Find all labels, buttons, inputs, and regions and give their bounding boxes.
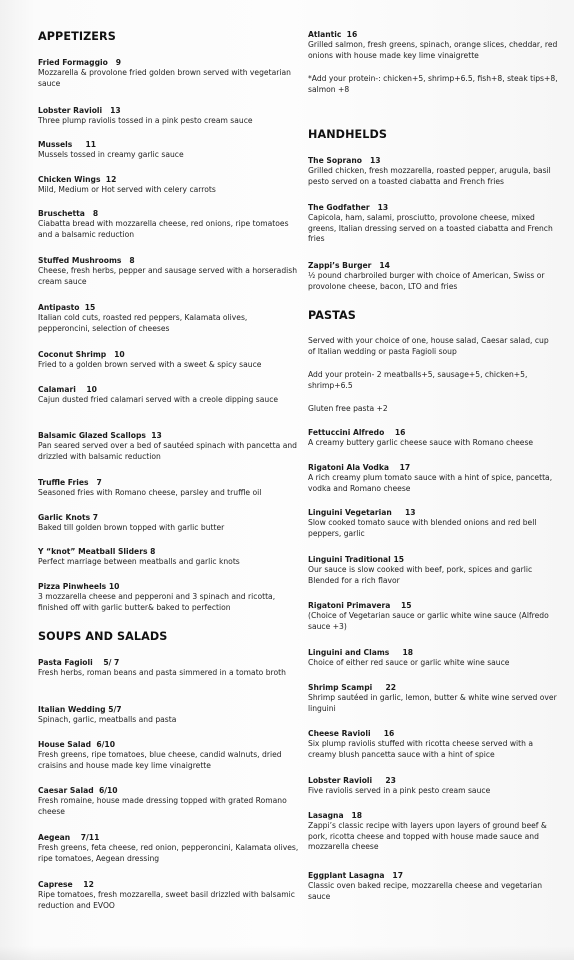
item-price: 5/ 7 xyxy=(103,658,120,667)
item-price: 10 xyxy=(86,385,97,394)
menu-item xyxy=(308,683,558,714)
item-name: Garlic Knots xyxy=(38,513,91,522)
handhelds-heading: HANDHELDS xyxy=(308,128,388,141)
item-description: Our sauce is slow cooked with beef, pork, spices and garlic Blended for a rich flavor xyxy=(308,565,533,585)
item-description: Pan seared served over a bed of sautéed spinach with pancetta and drizzled with balsamic reduction xyxy=(38,441,297,461)
item-name: House Salad xyxy=(38,740,92,749)
item-description: Fresh greens, feta cheese, red onion, pepperoncini, Kalamata olives, ripe tomatoes, Aegean dressing xyxy=(38,843,299,863)
item-name: Zappi’s Burger xyxy=(308,261,372,270)
menu-item xyxy=(38,175,300,196)
menu-item xyxy=(38,140,300,161)
item-description: Classic oven baked recipe, mozzarella cheese and vegetarian sauce xyxy=(308,881,543,901)
menu-item xyxy=(308,648,558,669)
pasta-protein-note: Add your protein- 2 meatballs+5, sausage+5, chicken+5, shrimp+6.5 xyxy=(308,370,528,390)
item-price: 5/7 xyxy=(108,705,122,714)
item-name: Calamari xyxy=(38,385,76,394)
item-description: Ciabatta bread with mozzarella cheese, red onions, ripe tomatoes and a balsamic reduction xyxy=(38,219,289,239)
item-description: Six plump raviolis stuffed with ricotta cheese served with a creamy blush pancetta sauce with a hint of spice xyxy=(308,739,534,759)
pasta-side-note: Served with your choice of one, house salad, Caesar salad, cup of Italian wedding or pasta Fagioli soup xyxy=(308,336,549,356)
item-price: 7 xyxy=(96,478,102,487)
gluten-free-note: Gluten free pasta +2 xyxy=(308,404,388,413)
menu-item xyxy=(38,833,300,864)
appetizers-heading: APPETIZERS xyxy=(38,30,116,43)
item-description: Shrimp sautéed in garlic, lemon, butter & white wine served over linguini xyxy=(308,693,557,713)
item-name: Rigatoni Primavera xyxy=(308,601,391,610)
item-name: Aegean xyxy=(38,833,71,842)
item-description: Spinach, garlic, meatballs and pasta xyxy=(38,715,177,724)
menu-item xyxy=(38,547,300,568)
item-description: Fresh greens, ripe tomatoes, blue cheese, candid walnuts, dried craisins and house made key lime vinaigrette xyxy=(38,750,282,770)
item-description: Choice of either red sauce or garlic white wine sauce xyxy=(308,658,510,667)
item-price: 13 xyxy=(369,156,381,165)
menu-item xyxy=(308,156,558,187)
item-description: Fried to a golden brown served with a sweet & spicy sauce xyxy=(38,360,262,369)
item-description: Cheese, fresh herbs, pepper and sausage served with a horseradish cream sauce xyxy=(38,266,298,286)
item-name: Balsamic Glazed Scallops xyxy=(38,431,146,440)
item-description: Mozzarella & provolone fried golden brown served with vegetarian sauce xyxy=(38,68,291,88)
item-name: Antipasto xyxy=(38,303,80,312)
menu-item xyxy=(308,601,558,632)
item-price: 13 xyxy=(405,508,416,517)
menu-item xyxy=(308,508,558,539)
menu-item xyxy=(38,478,300,499)
menu-item xyxy=(38,880,300,911)
menu-item xyxy=(38,658,300,679)
menu-item xyxy=(38,256,300,287)
item-name: Linguini and Clams xyxy=(308,648,390,657)
menu-item xyxy=(38,350,300,371)
item-name: Lasagna xyxy=(308,811,344,820)
protein-add-on-note: *Add your protein-: chicken+5, shrimp+6.5, fish+8, steak tips+8, salmon +8 xyxy=(308,74,558,94)
item-name: Lobster Ravioli xyxy=(38,106,103,115)
item-description: Three plump raviolis tossed in a pink pesto cream sauce xyxy=(38,116,253,125)
menu-item xyxy=(308,811,558,853)
item-price: 17 xyxy=(392,871,403,880)
item-name: Caesar Salad xyxy=(38,786,94,795)
item-description: Seasoned fries with Romano cheese, parsley and truffle oil xyxy=(38,488,262,497)
menu-item xyxy=(38,513,300,534)
item-description: Fresh romaine, house made dressing topped with grated Romano cheese xyxy=(38,796,287,816)
item-name: Coconut Shrimp xyxy=(38,350,107,359)
menu-item xyxy=(308,729,558,760)
item-price: 12 xyxy=(105,175,117,184)
item-price: 6/10 xyxy=(96,740,115,749)
menu-item xyxy=(308,203,558,245)
item-price: 12 xyxy=(83,880,94,889)
item-price: 15 xyxy=(401,601,412,610)
item-price: 13 xyxy=(377,203,389,212)
item-name: Italian Wedding xyxy=(38,705,106,714)
item-description: Perfect marriage between meatballs and garlic knots xyxy=(38,557,240,566)
item-price: 22 xyxy=(385,683,397,692)
item-name: Bruschetta xyxy=(38,209,85,218)
menu-item xyxy=(38,385,300,406)
item-price: 10 xyxy=(114,350,125,359)
soups-salads-heading: SOUPS AND SALADS xyxy=(38,630,168,643)
item-price: 8 xyxy=(92,209,99,218)
item-price: 11 xyxy=(85,140,97,149)
item-description: (Choice of Vegetarian sauce or garlic white wine sauce (Alfredo sauce +3) xyxy=(308,611,549,631)
menu-item xyxy=(308,776,558,797)
item-name: Mussels xyxy=(38,140,73,149)
item-price: 16 xyxy=(383,729,395,738)
item-description: ½ pound charbroiled burger with choice of American, Swiss or provolone cheese, bacon, LTO and fries xyxy=(308,271,545,291)
item-price: 18 xyxy=(402,648,414,657)
item-price: 17 xyxy=(399,463,411,472)
item-description: Italian cold cuts, roasted red peppers, Kalamata olives, pepperoncini, selection of cheeses xyxy=(38,313,248,333)
menu-item xyxy=(38,786,300,817)
item-description: Fresh herbs, roman beans and pasta simmered in a tomato broth xyxy=(38,668,286,677)
pastas-heading: PASTAS xyxy=(308,309,356,322)
item-price: 13 xyxy=(110,106,121,115)
menu-item xyxy=(38,582,300,613)
menu-item xyxy=(38,209,300,240)
item-name: Linguini Vegetarian xyxy=(308,508,392,517)
menu-item xyxy=(308,871,558,902)
item-price: 14 xyxy=(379,261,390,270)
item-name: Pizza Pinwheels xyxy=(38,582,107,591)
item-name: Rigatoni Ala Vodka xyxy=(308,463,390,472)
item-price: 18 xyxy=(351,811,363,820)
item-price: 15 xyxy=(393,555,405,564)
menu-item xyxy=(38,58,300,89)
menu-item xyxy=(38,431,300,462)
item-name: Fettuccini Alfredo xyxy=(308,428,385,437)
item-price: 15 xyxy=(84,303,96,312)
item-description: Mild, Medium or Hot served with celery carrots xyxy=(38,185,216,194)
item-name: Truffle Fries xyxy=(38,478,89,487)
menu-item xyxy=(38,106,300,127)
item-description: Capicola, ham, salami, prosciutto, provolone cheese, mixed greens, Italian dressing served on a toasted ciabatta and French fries xyxy=(308,213,553,244)
item-description: Slow cooked tomato sauce with blended onions and red bell peppers, garlic xyxy=(308,518,537,538)
item-price: 9 xyxy=(115,58,122,67)
item-description: Baked till golden brown topped with garlic butter xyxy=(38,523,225,532)
menu-item xyxy=(308,261,558,292)
item-name: The Soprano xyxy=(308,156,362,165)
item-description: Zappi’s classic recipe with layers upon layers of ground beef & pork, ricotta cheese and topped with house made sauce and mozzarella cheese xyxy=(308,821,547,852)
item-name: Caprese xyxy=(38,880,73,889)
item-price: 16 xyxy=(394,428,406,437)
item-description: Grilled salmon, fresh greens, spinach, orange slices, cheddar, red onions with house made key lime vinaigrette xyxy=(308,40,558,60)
item-description: Cajun dusted fried calamari served with a creole dipping sauce xyxy=(38,395,279,404)
item-name: Y “knot” Meatball Sliders xyxy=(38,547,148,556)
item-price: 23 xyxy=(385,776,396,785)
menu-item xyxy=(38,303,300,334)
menu-item xyxy=(38,705,300,726)
item-name: Linguini Traditional xyxy=(308,555,391,564)
menu-item xyxy=(308,428,558,449)
item-price: 7/11 xyxy=(80,833,100,842)
item-price: 8 xyxy=(129,256,135,265)
menu-item xyxy=(308,463,558,494)
item-price: 10 xyxy=(108,582,120,591)
item-description: 3 mozzarella cheese and pepperoni and 3 spinach and ricotta, finished off with garlic butter& baked to perfection xyxy=(38,592,276,612)
item-name: Shrimp Scampi xyxy=(308,683,373,692)
item-name: Chicken Wings xyxy=(38,175,101,184)
menu-item xyxy=(308,30,558,61)
item-name: Lobster Ravioli xyxy=(308,776,373,785)
item-name: The Godfather xyxy=(308,203,370,212)
item-price: 6/10 xyxy=(98,786,118,795)
item-name: Fried Formaggio xyxy=(38,58,108,67)
item-name: Cheese Ravioli xyxy=(308,729,371,738)
page-bottom-edge xyxy=(0,946,574,960)
item-name: Eggplant Lasagna xyxy=(308,871,385,880)
item-description: Grilled chicken, fresh mozzarella, roasted pepper, arugula, basil pesto served on a toasted ciabatta and French fries xyxy=(308,166,551,186)
item-description: Mussels tossed in creamy garlic sauce xyxy=(38,150,184,159)
item-price: 16 xyxy=(346,30,358,39)
item-name: Stuffed Mushrooms xyxy=(38,256,122,265)
item-price: 13 xyxy=(151,431,162,440)
item-price: 8 xyxy=(150,547,156,556)
item-description: A rich creamy plum tomato sauce with a hint of spice, pancetta, vodka and Romano cheese xyxy=(308,473,553,493)
item-description: Ripe tomatoes, fresh mozzarella, sweet basil drizzled with balsamic reduction and EVOO xyxy=(38,890,295,910)
menu-item xyxy=(38,740,300,771)
menu-item xyxy=(308,555,558,586)
item-description: A creamy buttery garlic cheese sauce with Romano cheese xyxy=(308,438,534,447)
item-name: Atlantic xyxy=(308,30,342,39)
item-price: 7 xyxy=(92,513,99,522)
item-description: Five raviolis served in a pink pesto cream sauce xyxy=(308,786,491,795)
item-name: Pasta Fagioli xyxy=(38,658,93,667)
